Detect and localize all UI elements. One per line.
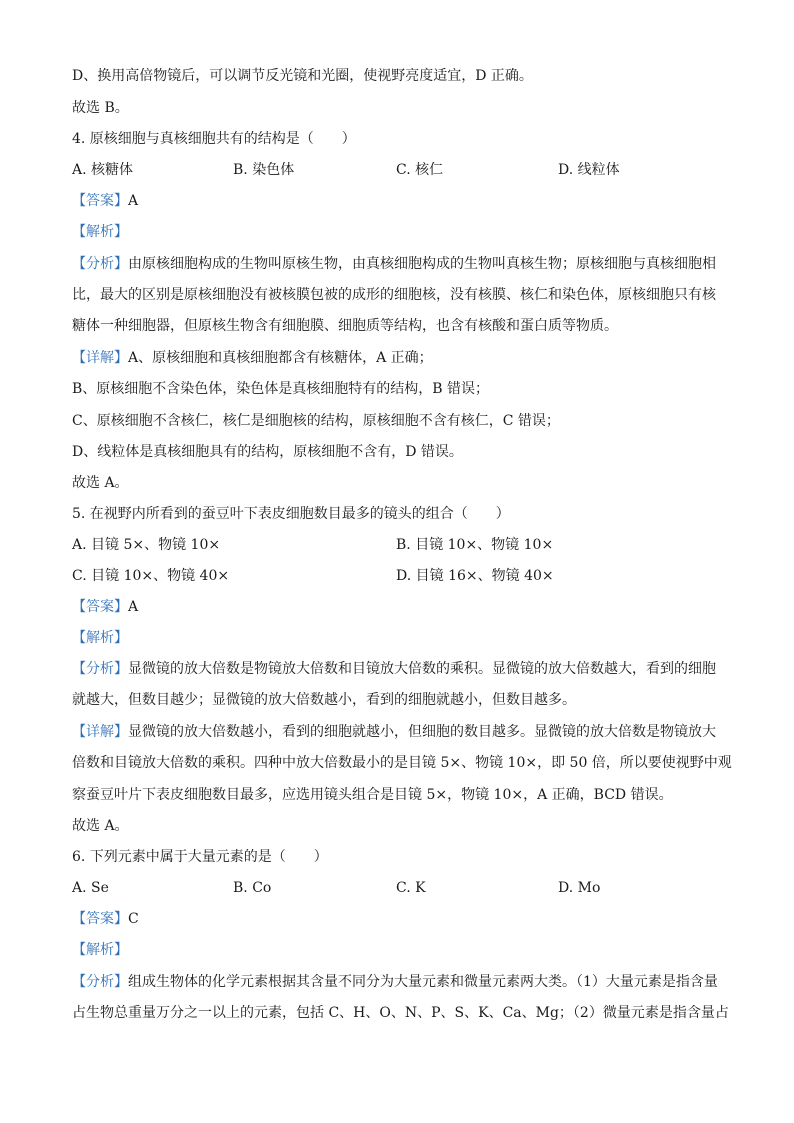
- text-line: 故选 A。: [72, 475, 129, 491]
- q6-option-d: D. Mo: [558, 880, 601, 896]
- text-line: 显微镜的放大倍数是物镜放大倍数和目镜放大倍数的乘积。显微镜的放大倍数越大，看到的细胞: [128, 661, 716, 677]
- q5-xiangjie-line: [72, 722, 722, 742]
- text-line: 糖体一种细胞器，但原核生物含有细胞膜、细胞质等结构，也含有核酸和蛋白质等物质。: [72, 318, 618, 334]
- q6-analysis-tag-line: [72, 940, 722, 960]
- q4-option-d: D. 线粒体: [558, 162, 620, 178]
- text-line: A、原核细胞和真核细胞都含有核糖体，A 正确；: [128, 350, 433, 366]
- text-line: 倍数和目镜放大倍数的乘积。四种中放大倍数最小的是目镜 5×、物镜 10×，即 50 倍，所以要使视野中观: [72, 755, 732, 771]
- analysis-tag: 【解析】: [72, 942, 128, 958]
- xiangjie-tag: 【详解】: [72, 350, 128, 366]
- q4-option-c: C. 核仁: [396, 162, 444, 178]
- text-line: D、换用高倍物镜后，可以调节反光镜和光圈，使视野亮度适宜，D 正确。: [72, 68, 533, 84]
- question-6: 6. 下列元素中属于大量元素的是（ ）: [72, 849, 328, 865]
- text-line: D、线粒体是真核细胞具有的结构，原核细胞不含有，D 错误。: [72, 444, 463, 460]
- q4-option-b: B. 染色体: [233, 162, 295, 178]
- answer-tag: 【答案】: [72, 599, 128, 615]
- text-line: C、原核细胞不含核仁，核仁是细胞核的结构，原核细胞不含有核仁，C 错误；: [72, 413, 560, 429]
- q5-answer-value: A: [128, 599, 139, 615]
- text-line: 就越大，但数目越少；显微镜的放大倍数越小，看到的细胞就越小，但数目越多。: [72, 692, 576, 708]
- text-line: B、原核细胞不含染色体，染色体是真核细胞特有的结构，B 错误；: [72, 381, 490, 397]
- q5-fenxi-line: [72, 659, 722, 679]
- q4-analysis-tag-line: [72, 222, 722, 242]
- q6-fenxi-line: [72, 972, 722, 992]
- q6-option-b: B. Co: [233, 880, 272, 896]
- text-line: 组成生物体的化学元素根据其含量不同分为大量元素和微量元素两大类。（1）大量元素是指含量: [128, 974, 718, 990]
- q4-answer-line: [72, 191, 722, 211]
- q4-option-a: A. 核糖体: [72, 162, 134, 178]
- q6-option-c: C. K: [396, 880, 426, 896]
- xiangjie-tag: 【详解】: [72, 724, 128, 740]
- analysis-tag: 【解析】: [72, 630, 128, 646]
- fenxi-tag: 【分析】: [72, 974, 128, 990]
- text-line: 显微镜的放大倍数越小，看到的细胞就越小，但细胞的数目越多。显微镜的放大倍数是物镜放大: [128, 724, 716, 740]
- q5-option-c: C. 目镜 10×、物镜 40×: [72, 568, 230, 584]
- answer-tag: 【答案】: [72, 193, 128, 209]
- text-line: 察蚕豆叶片下表皮细胞数目最多，应选用镜头组合是目镜 5×，物镜 10×，A 正确，BCD 错误。: [72, 787, 673, 803]
- text-line: 故选 B。: [72, 100, 129, 116]
- question-4: 4. 原核细胞与真核细胞共有的结构是（ ）: [72, 131, 356, 147]
- q4-answer-value: A: [128, 193, 139, 209]
- analysis-tag: 【解析】: [72, 224, 128, 240]
- fenxi-tag: 【分析】: [72, 661, 128, 677]
- q6-option-a: A. Se: [72, 880, 109, 896]
- q5-option-b: B. 目镜 10×、物镜 10×: [396, 537, 554, 553]
- q5-option-a: A. 目镜 5×、物镜 10×: [72, 537, 221, 553]
- q4-fenxi-line: [72, 254, 722, 274]
- q5-answer-line: [72, 597, 722, 617]
- text-line: 占生物总重量万分之一以上的元素，包括 C、H、O、N、P、S、K、Ca、Mg；（2）微量元素是指含量占: [72, 1005, 729, 1021]
- answer-tag: 【答案】: [72, 911, 128, 927]
- text-line: 比，最大的区别是原核细胞没有被核膜包被的成形的细胞核，没有核膜、核仁和染色体，原核细胞只有核: [72, 287, 716, 303]
- q6-answer-value: C: [128, 911, 139, 927]
- q6-answer-line: [72, 909, 722, 929]
- text-line: 故选 A。: [72, 818, 129, 834]
- q5-option-d: D. 目镜 16×、物镜 40×: [396, 568, 554, 584]
- q4-xiangjie-line: [72, 348, 722, 368]
- fenxi-tag: 【分析】: [72, 256, 128, 272]
- text-line: 由原核细胞构成的生物叫原核生物，由真核细胞构成的生物叫真核生物；原核细胞与真核细胞相: [128, 256, 716, 272]
- question-5: 5. 在视野内所看到的蚕豆叶下表皮细胞数目最多的镜头的组合（ ）: [72, 506, 510, 522]
- q5-analysis-tag-line: [72, 628, 722, 648]
